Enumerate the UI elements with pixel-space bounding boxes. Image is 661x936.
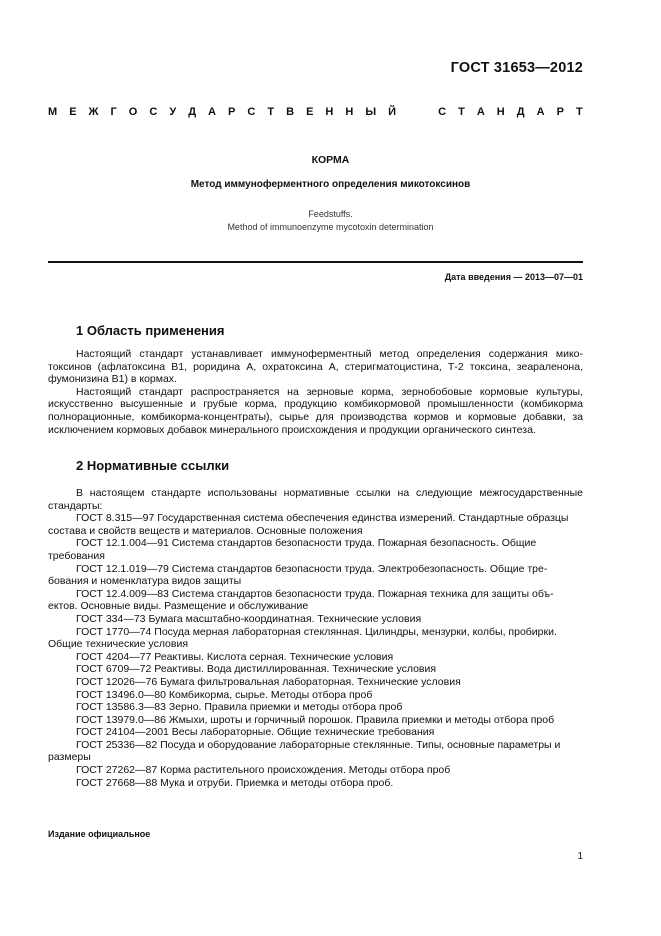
- reference-item: ГОСТ 12.4.009—83 Система стандартов безопасности труда. Пожарная техника для защиты объ-ектов. Основные виды. Размещение и обслуживание: [48, 587, 554, 613]
- reference-item: ГОСТ 12026—76 Бумага фильтровальная лабораторная. Технические условия: [76, 675, 461, 688]
- banner-gap: [408, 106, 426, 118]
- banner-letter: У: [169, 106, 177, 118]
- reference-item: ГОСТ 1770—74 Посуда мерная лабораторная стеклянная. Цилиндры, мензурки, колбы, пробирки. Общие технические условия: [48, 625, 557, 651]
- banner-letter: А: [208, 106, 216, 118]
- banner-letter: А: [476, 106, 485, 118]
- reference-item: ГОСТ 12.1.004—91 Система стандартов безопасности труда. Пожарная безопасность. Общие требования: [48, 537, 537, 562]
- reference-item: ГОСТ 334—73 Бумага масштабно-координатная. Технические условия: [76, 612, 422, 625]
- banner-letter: О: [128, 106, 138, 118]
- reference-list: [48, 512, 583, 789]
- reference-item: ГОСТ 13496.0—80 Комбикорма, сырье. Методы отбора проб: [76, 688, 373, 701]
- banner-letter: Р: [228, 106, 236, 118]
- section-scope: [48, 323, 583, 436]
- banner-letter: Р: [556, 106, 564, 118]
- banner-letter: Г: [110, 106, 117, 118]
- section-references: [48, 458, 583, 789]
- intro-date: Дата введения — 2013—07—01: [444, 272, 583, 282]
- banner-letter: С: [438, 106, 447, 118]
- banner-letter: Т: [575, 106, 583, 118]
- banner-letter: Т: [267, 106, 275, 118]
- banner-letter: С: [247, 106, 256, 118]
- reference-item: ГОСТ 27262—87 Корма растительного происхождения. Методы отбора проб: [76, 764, 451, 777]
- paragraph: Настоящий стандарт распространяется на зерновые корма, зернобобовые кормовые культуры, искусственно высушенные и грубые корма, продукцию комбикормовой промышленности (комбикорма полнорационные, комбикорма-концентраты), сырье для производства кормов и кормовые добавки, за исключением кормовых добавок минерального происхождения и продукции органического синтеза.: [48, 385, 583, 436]
- banner-letter: Д: [188, 106, 197, 118]
- reference-item: ГОСТ 4204—77 Реактивы. Кислота серная. Технические условия: [76, 650, 394, 663]
- banner-letter: Е: [69, 106, 77, 118]
- paragraph: В настоящем стандарте использованы нормативные ссылки на следующие межгосударственные стандарты:: [48, 487, 583, 512]
- header-divider: [48, 261, 583, 263]
- reference-item: ГОСТ 27668—88 Мука и отруби. Приемка и методы отбора проб.: [76, 776, 394, 789]
- paragraph: Настоящий стандарт устанавливает иммуноферментный метод определения содержания мико-токсинов (афлатоксина В1, роридина А, охратоксина А, стеригматоцистина, Т-2 токсина, зеараленона, фумонизина В1) в кормах.: [48, 348, 583, 386]
- english-title: [0, 208, 661, 234]
- reference-item: ГОСТ 12.1.019—79 Система стандартов безопасности труда. Электробезопасность. Общие тре-бования и номенклатура видов защиты: [48, 562, 548, 588]
- banner-letter: Е: [306, 106, 314, 118]
- document-title: КОРМА: [311, 154, 350, 166]
- banner-letter: М: [48, 106, 58, 118]
- banner-letter: Ж: [88, 106, 99, 118]
- banner-letter: Д: [516, 106, 525, 118]
- section-heading: 2 Нормативные ссылки: [76, 458, 230, 473]
- banner-letter: Н: [325, 106, 334, 118]
- reference-item: ГОСТ 6709—72 Реактивы. Вода дистиллированная. Технические условия: [76, 663, 437, 676]
- section-heading: 1 Область применения: [76, 323, 225, 338]
- banner-letter: Н: [345, 106, 354, 118]
- reference-item: ГОСТ 24104—2001 Весы лабораторные. Общие технические требования: [76, 726, 435, 739]
- reference-item: ГОСТ 13586.3—83 Зерно. Правила приемки и методы отбора проб: [76, 701, 403, 714]
- reference-item: ГОСТ 8.315—97 Государственная система обеспечения единства измерений. Стандартные образцы состава и свойств веществ и материалов. Основные положения: [48, 512, 569, 537]
- banner-letter: А: [536, 106, 545, 118]
- official-edition-note: Издание официальное: [48, 829, 151, 839]
- reference-item: ГОСТ 25336—82 Посуда и оборудование лабораторные стеклянные. Типы, основные параметры и размеры: [48, 738, 561, 764]
- banner-letter: Ы: [365, 106, 377, 118]
- banner-letter: В: [286, 106, 295, 118]
- reference-item: ГОСТ 13979.0—86 Жмыхи, шроты и горчичный порошок. Правила приемки и методы отбора проб: [76, 713, 555, 726]
- standard-banner: [48, 106, 583, 118]
- document-subtitle: Метод иммуноферментного определения микотоксинов: [190, 179, 471, 190]
- banner-letter: Й: [388, 106, 397, 118]
- english-title-line: Feedstuffs.: [308, 209, 353, 219]
- gost-number: ГОСТ 31653—2012: [450, 60, 583, 76]
- page-number: 1: [577, 851, 583, 862]
- banner-letter: Т: [458, 106, 465, 118]
- english-title-line: Method of immunoenzyme mycotoxin determination: [227, 222, 434, 232]
- banner-letter: С: [149, 106, 158, 118]
- banner-letter: Н: [496, 106, 505, 118]
